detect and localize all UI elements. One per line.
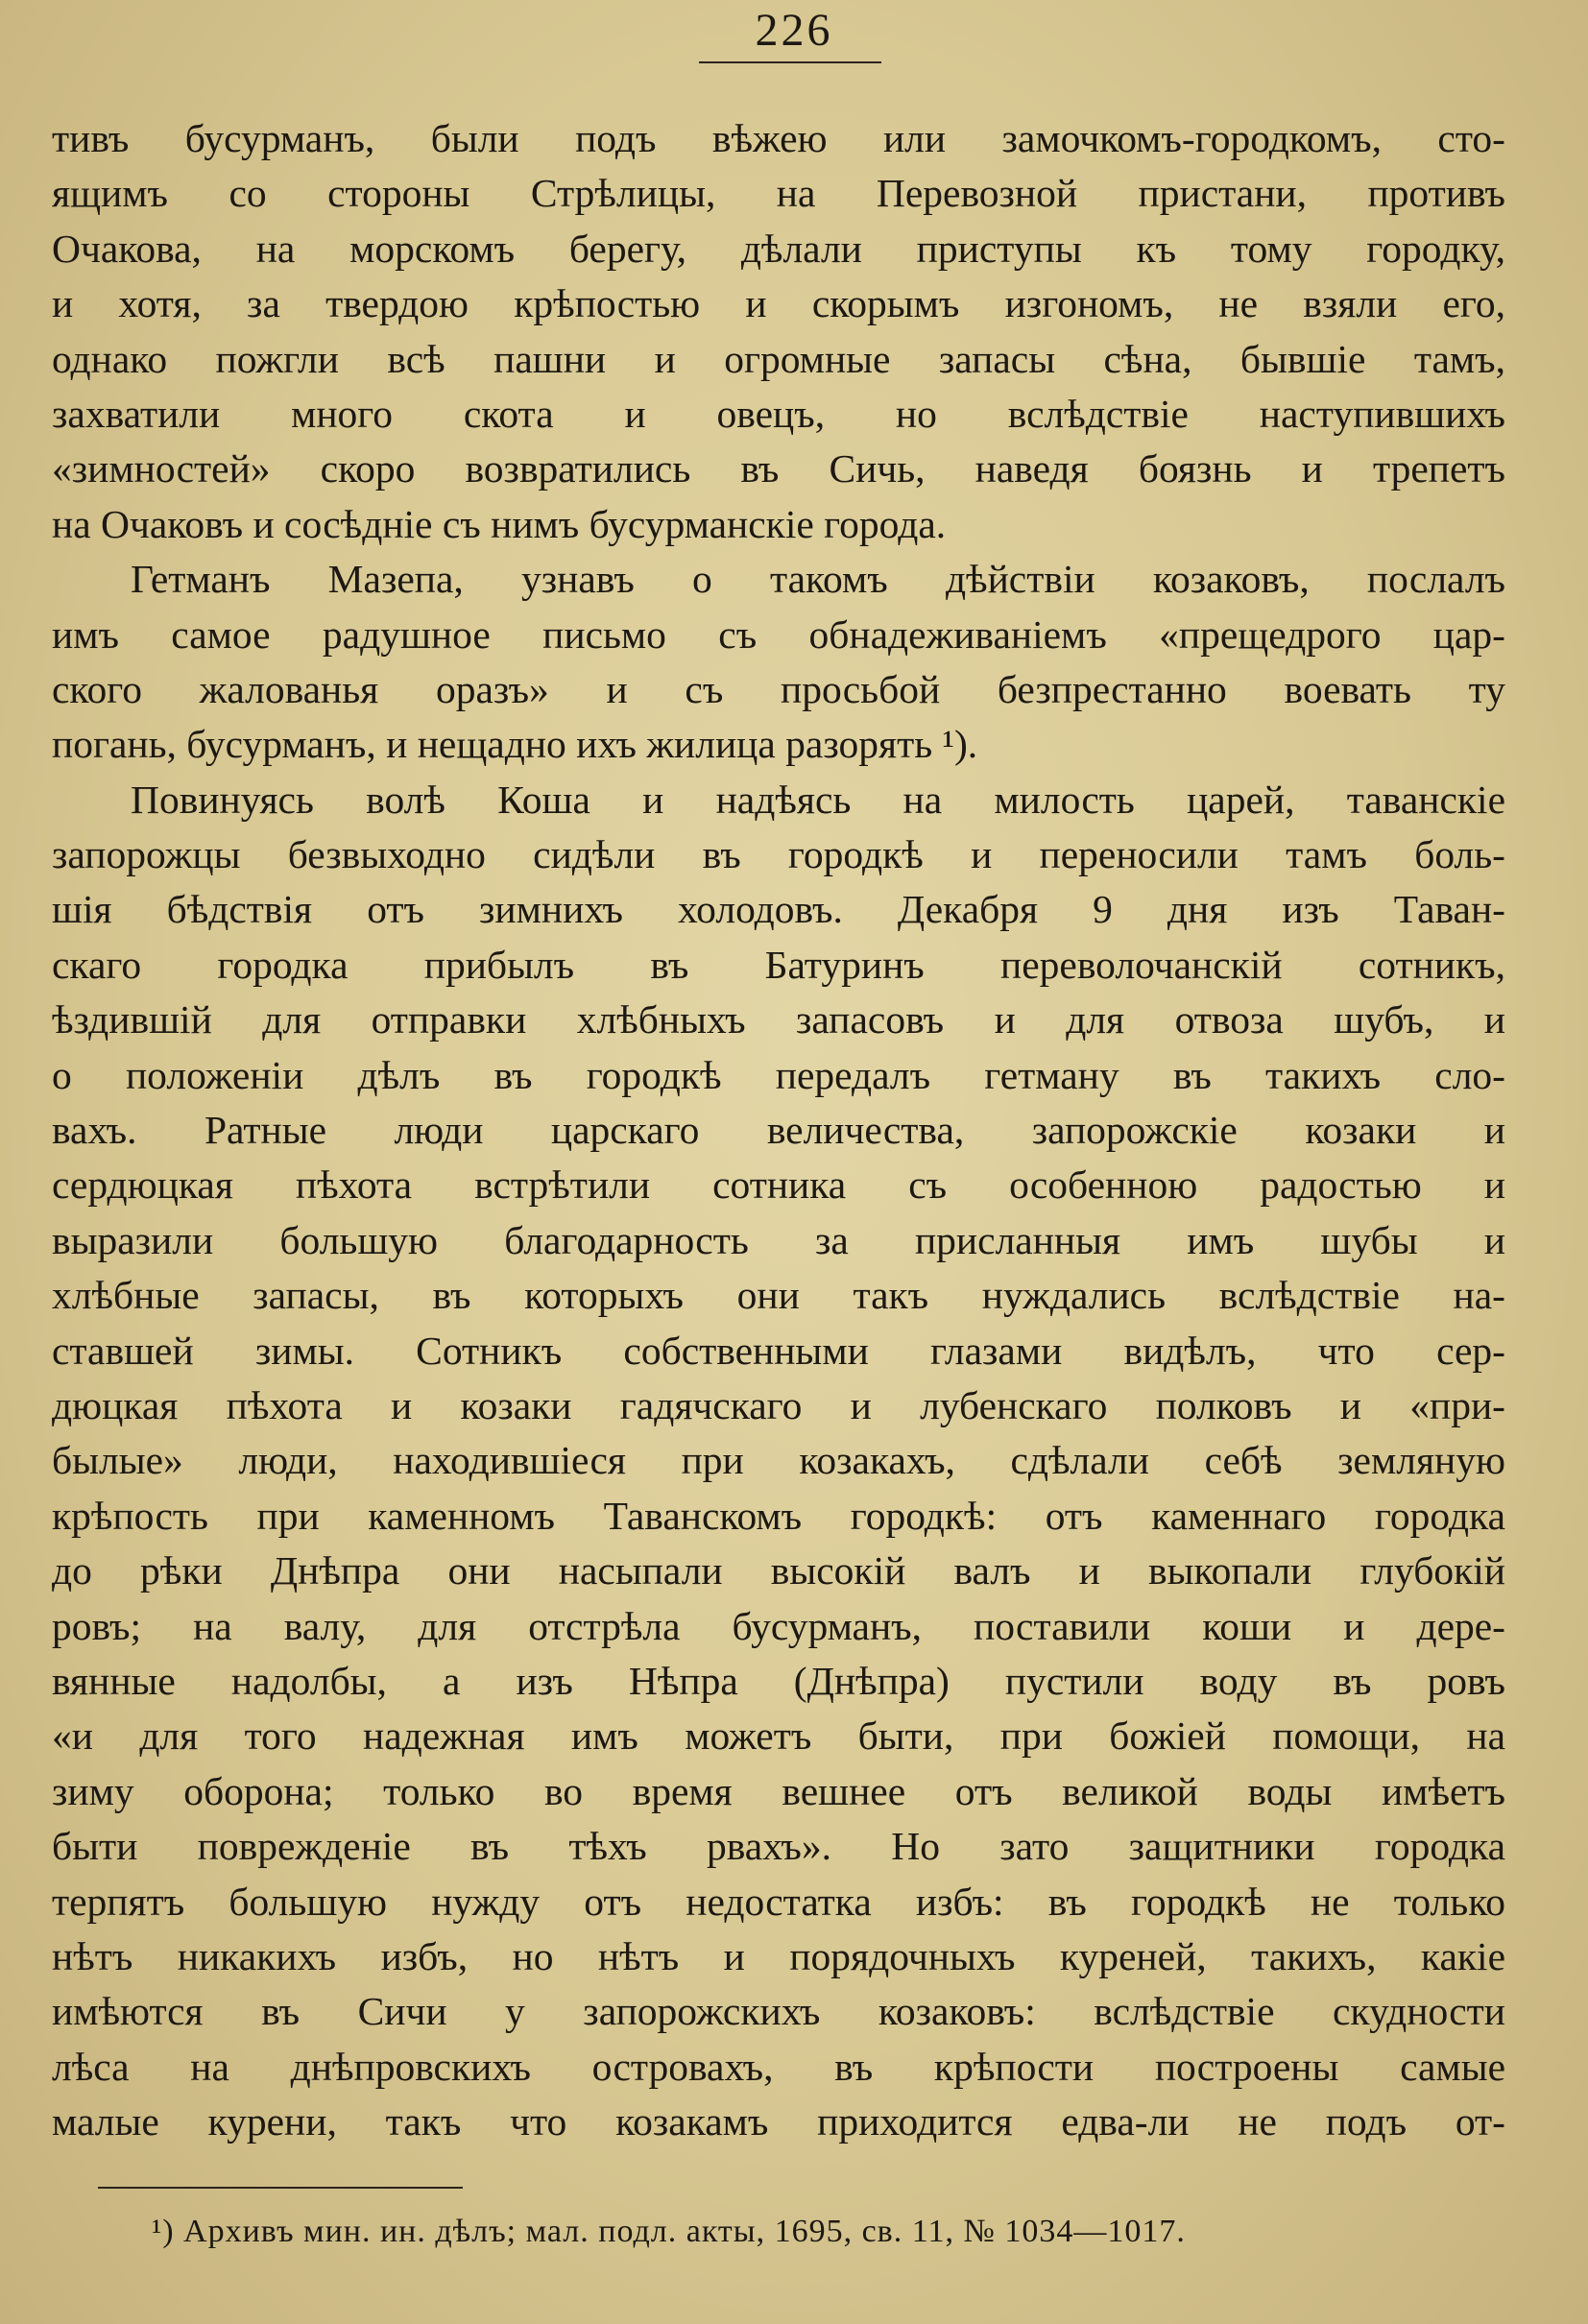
text-line: имъ самое радушное письмо съ обнадеживаніемъ «прещедрого цар-: [52, 611, 1505, 657]
text-line: былые» люди, находившіеся при козакахъ, сдѣлали себѣ земляную: [52, 1438, 1505, 1483]
text-line: нѣтъ никакихъ избъ, но нѣтъ и порядочныхъ куреней, такихъ, какіе: [52, 1933, 1505, 1978]
text-line: запорожцы безвыходно сидѣли въ городкѣ и переносили тамъ боль-: [52, 832, 1505, 877]
body-text: [52, 111, 1505, 2149]
text-line: вахъ. Ратные люди царскаго величества, запорожскіе козаки и: [52, 1108, 1505, 1153]
text-line: ставшей зимы. Сотникъ собственными глазами видѣлъ, что сер-: [52, 1328, 1505, 1373]
page-number: 226: [755, 5, 833, 56]
text-line: однако пожгли всѣ пашни и огромные запасы сѣна, бывшіе тамъ,: [52, 336, 1505, 381]
text-line: дюцкая пѣхота и козаки гадячскаго и лубенскаго полковъ и «при-: [52, 1382, 1505, 1427]
text-line: на Очаковъ и сосѣдніе съ нимъ бусурманскіе города.: [52, 501, 947, 546]
text-line: вянные надолбы, а изъ Нѣпра (Днѣпра) пустили воду въ ровъ: [52, 1658, 1505, 1703]
text-line: хлѣбные запасы, въ которыхъ они такъ нуждались вслѣдствіе на-: [52, 1273, 1505, 1318]
text-line: ского жалованья оразъ» и съ просьбой безпрестанно воевать ту: [52, 666, 1505, 711]
paragraph-first-line: Повинуясь волѣ Коша и надѣясь на милость царей, таванскіе: [131, 777, 1505, 822]
text-line: терпятъ большую нужду отъ недостатка избъ: въ городкѣ не только: [52, 1879, 1505, 1924]
text-line: о положеніи дѣлъ въ городкѣ передалъ гетману въ такихъ сло-: [52, 1052, 1505, 1097]
text-line: лѣса на днѣпровскихъ островахъ, въ крѣпости построены самые: [52, 2044, 1505, 2089]
text-line: тивъ бусурманъ, были подъ вѣжею или замочкомъ-городкомъ, сто-: [52, 116, 1505, 160]
text-line: быти поврежденіе въ тѣхъ рвахъ». Но зато защитники городка: [52, 1824, 1505, 1869]
text-line: «и для того надежная имъ можетъ быти, при божіей помощи, на: [52, 1713, 1505, 1759]
footnote-rule: [98, 2187, 463, 2189]
text-line: Очакова, на морскомъ берегу, дѣлали приступы къ тому городку,: [52, 226, 1505, 271]
text-line: скаго городка прибылъ въ Батуринъ переволочанскій сотникъ,: [52, 942, 1505, 987]
text-line: шія бѣдствія отъ зимнихъ холодовъ. Декабря 9 дня изъ Таван-: [52, 887, 1505, 932]
text-line: ящимъ со стороны Стрѣлицы, на Перевозной пристани, противъ: [52, 171, 1505, 216]
text-line: сердюцкая пѣхота встрѣтили сотника съ особенною радостью и: [52, 1162, 1505, 1208]
text-line: до рѣки Днѣпра они насыпали высокій валъ и выкопали глубокій: [52, 1548, 1505, 1593]
text-line: и хотя, за твердою крѣпостью и скорымъ изгономъ, не взяли его,: [52, 281, 1505, 326]
text-line: имѣются въ Сичи у запорожскихъ козаковъ: вслѣдствіе скудности: [52, 1989, 1505, 2034]
text-line: малые курени, такъ что козакамъ приходится едва-ли не подъ от-: [52, 2099, 1505, 2144]
text-line: зиму оборона; только во время вешнее отъ великой воды имѣетъ: [52, 1768, 1505, 1813]
text-line: крѣпость при каменномъ Таванскомъ городкѣ: отъ каменнаго городка: [52, 1493, 1505, 1538]
text-line: выразили большую благодарность за присланныя имъ шубы и: [52, 1217, 1505, 1262]
header-rule: [699, 61, 881, 63]
text-line: ѣздившій для отправки хлѣбныхъ запасовъ и для отвоза шубъ, и: [52, 997, 1505, 1042]
text-line: захватили много скота и овецъ, но вслѣдствіе наступившихъ: [52, 391, 1505, 436]
text-line: ровъ; на валу, для отстрѣла бусурманъ, поставили коши и дере-: [52, 1603, 1505, 1648]
text-line: «зимностей» скоро возвратились въ Сичь, наведя боязнь и трепетъ: [52, 446, 1505, 491]
text-line: погань, бусурманъ, и нещадно ихъ жилица разорять ¹).: [52, 722, 978, 767]
footnote: ¹) Архивъ мин. ин. дѣлъ; мал. подл. акты, 1695, св. 11, № 1034—1017.: [152, 2214, 1186, 2249]
paragraph-first-line: Гетманъ Мазепа, узнавъ о такомъ дѣйствіи козаковъ, послалъ: [131, 557, 1505, 602]
